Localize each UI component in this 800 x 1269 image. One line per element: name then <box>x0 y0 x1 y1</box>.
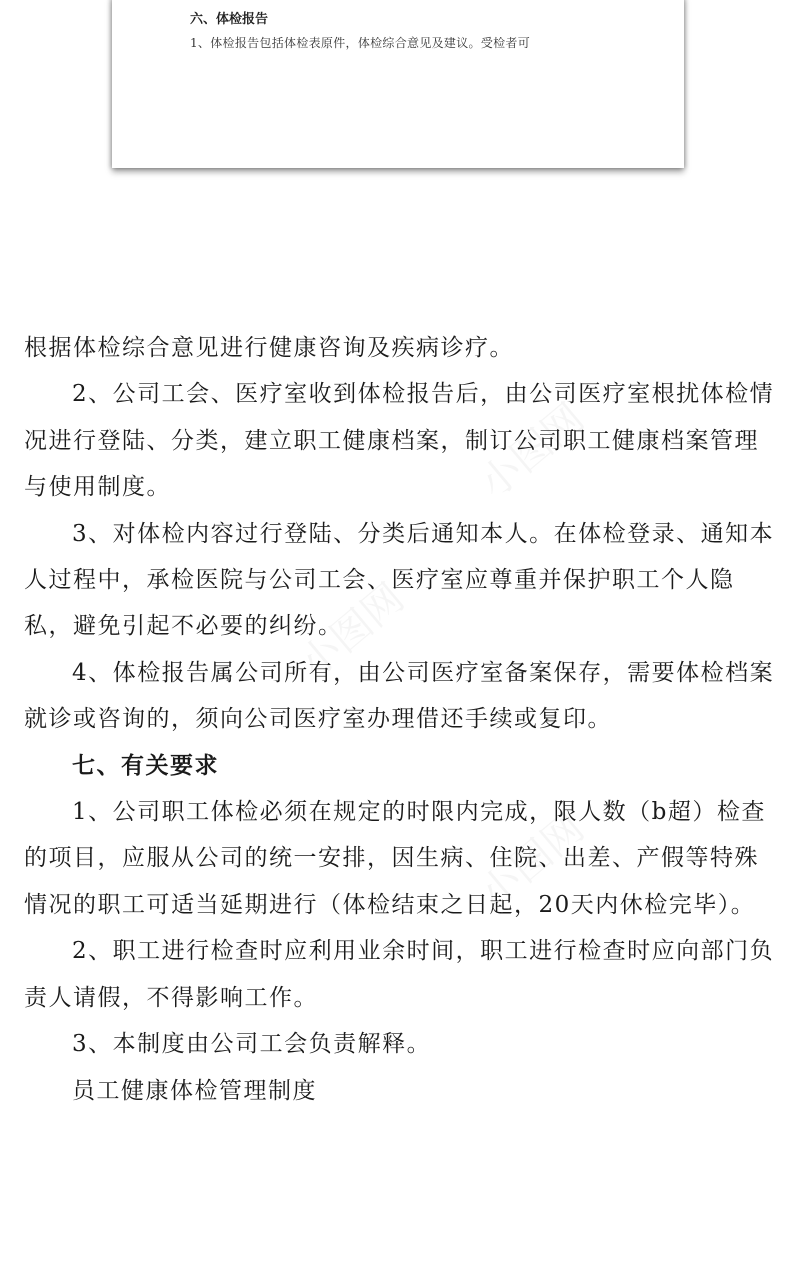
paragraph-item-6-3: 3、对体检内容过行登陆、分类后通知本人。在体检登录、通知本人过程中，承检医院与公司工会、医疗室应尊重并保护职工个人隐私，避免引起不必要的纠纷。 <box>24 520 775 640</box>
document-footer-title: 员工健康体检管理制度 <box>72 1077 317 1104</box>
watermark: 小图网 <box>291 574 413 688</box>
section-6-item-1-start: 1、体检报告包括体检表原件，体检综合意见及建议。受检者可 <box>190 36 531 50</box>
paragraph-continuation: 根据体检综合意见进行健康咨询及疾病诊疗。 <box>24 335 514 361</box>
paragraph-item-7-2: 2、职工进行检查时应利用业余时间，职工进行检查时应向部门负责人请假，不得影响工作。 <box>24 938 775 1011</box>
paragraph-item-6-2: 2、公司工会、医疗室收到体检报告后，由公司医疗室根扰体检情况进行登陆、分类，建立职工健康档案，制订公司职工健康档案管理与使用制度。 <box>24 381 775 501</box>
paragraph-item-7-1: 1、公司职工体检必须在规定的时限内完成，限人数（b超）检查的项目，应服从公司的统一安排，因生病、住院、出差、产假等特殊情况的职工可适当延期进行（体检结束之日起，20天内休检完毕）。 <box>24 799 766 918</box>
section-6-heading: 六、体检报告 <box>190 12 269 27</box>
document-preview-card <box>112 0 684 168</box>
watermark: 小图网 <box>471 394 593 508</box>
watermark: 小图网 <box>471 804 593 918</box>
section-7-heading: 七、有关要求 <box>72 752 219 779</box>
document-body <box>24 325 780 1114</box>
paragraph-item-7-3: 3、本制度由公司工会负责解释。 <box>72 1031 432 1058</box>
paragraph-item-6-4: 4、体检报告属公司所有，由公司医疗室备案保存，需要体检档案就诊或咨询的，须向公司医疗室办理借还手续或复印。 <box>24 659 775 733</box>
